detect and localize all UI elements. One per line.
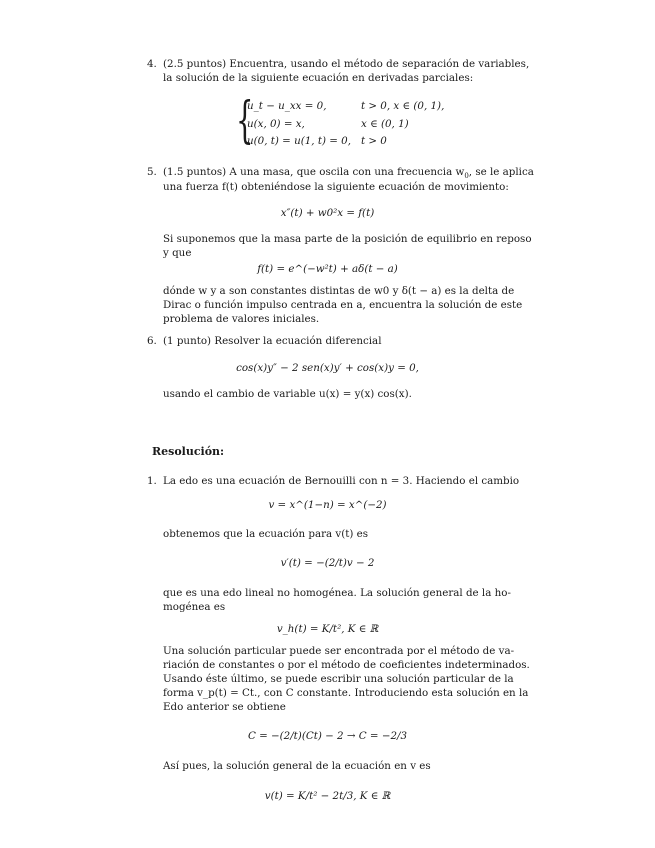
problem-4-line-2: la solución de la siguiente ecuación en derivadas parciales: (163, 72, 474, 84)
problem-6-number: 6. (147, 335, 157, 347)
problem-6-line-2: usando el cambio de variable u(x) = y(x) cos(x). (163, 388, 412, 400)
system-cond-1: t > 0, x ∈ (0, 1), (361, 100, 445, 112)
problem-6-line-1: (1 punto) Resolver la ecuación diferencial (163, 335, 382, 347)
resolution-line-2: obtenemos que la ecuación para v(t) es (163, 528, 369, 540)
resolution-para-3: Así pues, la solución general de la ecuación en v es (163, 760, 431, 772)
equation-C: C = −(2/t)(Ct) − 2 → C = −2/3 (247, 730, 408, 742)
resolution-para-1-line-1: que es una edo lineal no homogénea. La solución general de la ho- (163, 587, 511, 599)
problem-5-para-1-line-2: y que (163, 247, 192, 259)
resolution-para-2-line-2: riación de constantes o por el método de coeficientes indeterminados. (163, 659, 530, 671)
equation-motion: x″(t) + w0²x = f(t) (280, 207, 375, 219)
problem-5-line-1: (1.5 puntos) A una masa, que oscila con una frecuencia $w_0$, se le aplica (163, 166, 534, 181)
resolution-para-2-line-5: Edo anterior se obtiene (163, 701, 286, 713)
system-cond-3: t > 0 (361, 135, 387, 147)
problem-4-number: 4. (147, 58, 157, 70)
resolution-line-1: La edo es una ecuación de Bernouilli con n = 3. Haciendo el cambio (163, 475, 520, 487)
resolution-heading: Resolución: (152, 445, 225, 458)
equation-ode: cos(x)y″ − 2 sen(x)y′ + cos(x)y = 0, (236, 362, 419, 374)
problem-5-para-2-line-2: Dirac o función impulso centrada en a, encuentra la solución de este (163, 299, 523, 311)
system-eq-1: u_t − u_xx = 0, (247, 100, 327, 112)
equation-v: v′(t) = −(2/t)v − 2 (280, 557, 375, 569)
problem-5-para-2-line-3: problema de valores iniciales. (163, 313, 320, 325)
problem-5-number: 5. (147, 166, 157, 178)
problem-5-para-1-line-1: Si suponemos que la masa parte de la posición de equilibrio en reposo (163, 233, 532, 245)
system-brace: { (236, 91, 254, 149)
resolution-para-1-line-2: mogénea es (163, 601, 226, 613)
problem-4-line-1: (2.5 puntos) Encuentra, usando el método de separación de variables, (163, 58, 530, 70)
system-eq-2: u(x, 0) = x, (247, 118, 305, 130)
problem-5-line-2: una fuerza f(t) obteniéndose la siguiente ecuación de movimiento: (163, 181, 509, 193)
equation-force: f(t) = e^(−w²t) + aδ(t − a) (257, 263, 398, 275)
system-cond-2: x ∈ (0, 1) (361, 118, 409, 130)
resolution-para-2-line-1: Una solución particular puede ser encontrada por el método de va- (163, 645, 515, 657)
equation-general: v(t) = K/t² − 2t/3, K ∈ ℝ (264, 790, 391, 802)
equation-change: v = x^(1−n) = x^(−2) (268, 499, 387, 511)
problem-5-para-2-line-1: dónde w y a son constantes distintas de w0 y δ(t − a) es la delta de (163, 285, 515, 297)
resolution-item-1-number: 1. (147, 475, 157, 487)
equation-vh: v_h(t) = K/t², K ∈ ℝ (276, 623, 379, 635)
resolution-para-2-line-4: forma v_p(t) = Ct., con C constante. Introduciendo esta solución en la (163, 687, 529, 699)
resolution-para-2-line-3: Usando éste último, se puede escribir una solución particular de la (163, 673, 514, 685)
system-eq-3: u(0, t) = u(1, t) = 0, (247, 135, 351, 147)
